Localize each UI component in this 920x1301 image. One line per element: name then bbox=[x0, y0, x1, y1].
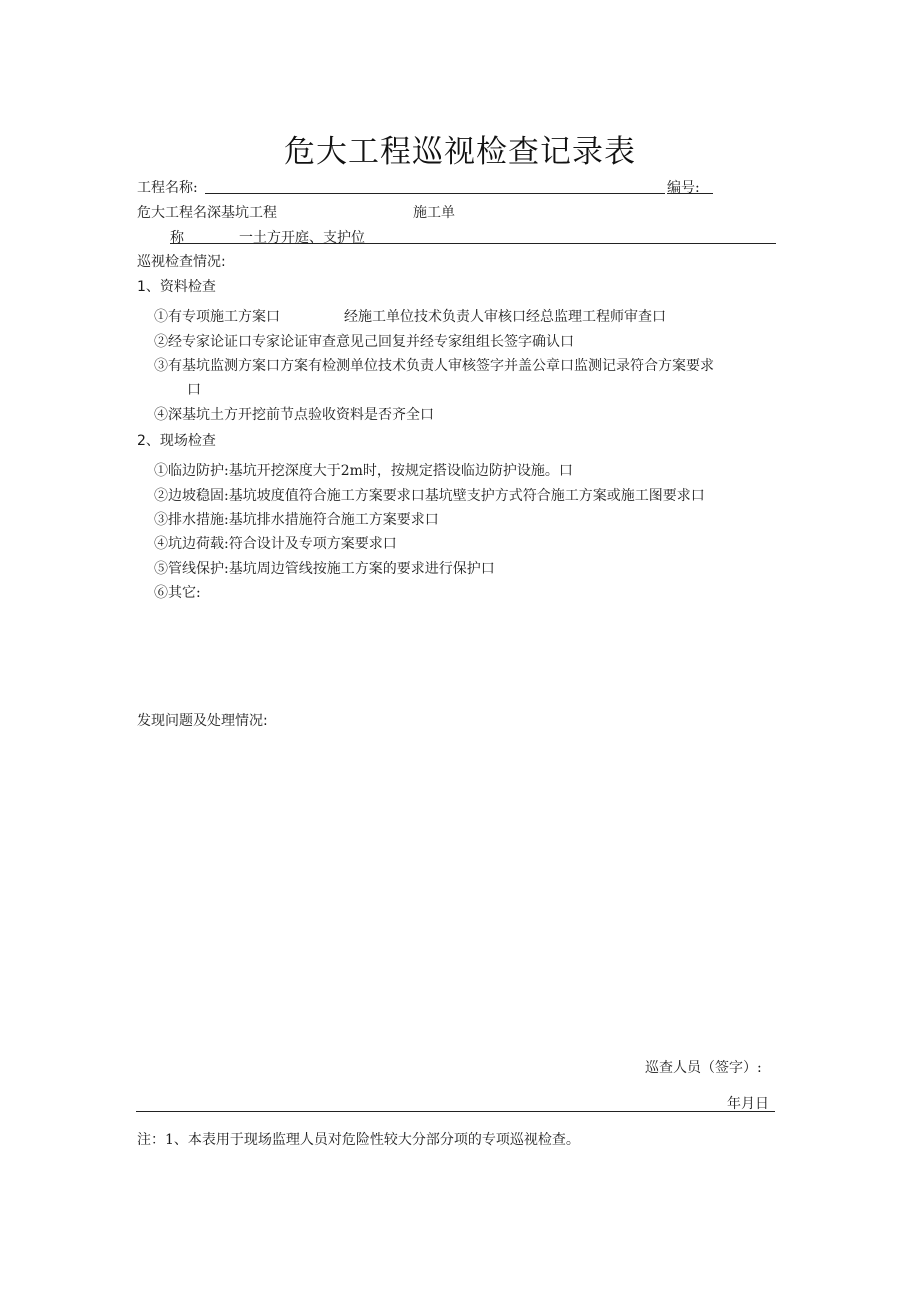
site-check-item: ⑥其它: bbox=[154, 585, 201, 601]
construction-unit-label: 施工单 bbox=[413, 205, 455, 221]
danger-project-label: 危大工程名深基坑工程 bbox=[137, 205, 277, 221]
sub-item-value: 一土方开庭、支护位 bbox=[239, 230, 365, 246]
issues-heading: 发现问题及处理情况: bbox=[137, 713, 268, 729]
site-check-item: ①临边防护:基坑开挖深度大于2m时，按规定搭设临边防护设施。口 bbox=[154, 463, 573, 479]
project-name-label: 工程名称: bbox=[137, 180, 198, 196]
footnote: 注：1、本表用于现场监理人员对危险性较大分部分项的专项巡视检查。 bbox=[137, 1132, 580, 1148]
site-check-item: ⑤管线保护:基坑周边管线按施工方案的要求进行保护口 bbox=[154, 561, 495, 577]
number-label: 编号: bbox=[667, 180, 700, 196]
check-item: ①有专项施工方案口 bbox=[154, 309, 280, 325]
date-label: 年月日 bbox=[727, 1096, 769, 1112]
project-name-field[interactable] bbox=[205, 193, 665, 194]
name-label: 称 bbox=[170, 230, 184, 246]
inspection-heading: 巡视检查情况: bbox=[137, 254, 226, 270]
page-title: 危大工程巡视检查记录表 bbox=[284, 134, 636, 170]
check-item: ④深基坑土方开挖前节点验收资料是否齐全口 bbox=[154, 407, 434, 423]
site-check-item: ②边坡稳固:基坑坡度值符合施工方案要求口基坑壁支护方式符合施工方案或施工图要求口 bbox=[154, 488, 705, 504]
number-field[interactable] bbox=[667, 193, 713, 194]
section1-title: 1、资料检查 bbox=[137, 279, 216, 295]
signature-divider bbox=[136, 1111, 775, 1112]
check-item: ③有基坑监测方案口方案有检测单位技术负责人审核签字并盖公章口监测记录符合方案要求 bbox=[154, 358, 714, 374]
site-check-item: ④坑边荷载:符合设计及专项方案要求口 bbox=[154, 536, 397, 552]
check-item: 经施工单位技术负责人审核口经总监理工程师审查口 bbox=[344, 309, 666, 325]
site-check-item: ③排水措施:基坑排水措施符合施工方案要求口 bbox=[154, 512, 439, 528]
check-item-continued: 口 bbox=[187, 382, 201, 398]
check-item: ②经专家论证口专家论证审查意见己回复并经专家组组长签字确认口 bbox=[154, 334, 574, 350]
section2-title: 2、现场检查 bbox=[137, 433, 216, 449]
inspector-signature-label: 巡查人员（签字）: bbox=[645, 1060, 762, 1076]
